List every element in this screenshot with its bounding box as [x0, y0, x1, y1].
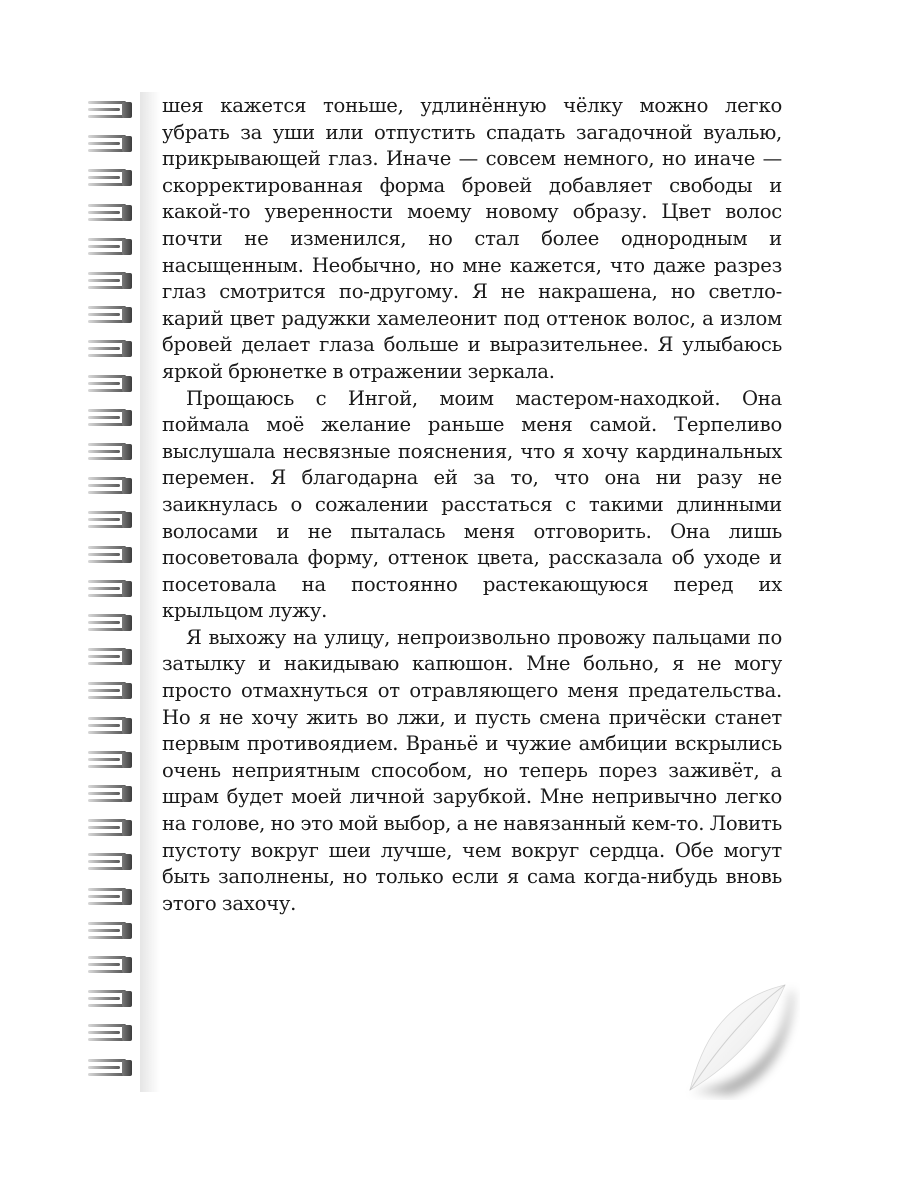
- paragraph-2: Прощаюсь с Ингой, моим мастером-находкой. Она поймала моё желание раньше меня самой. Терпеливо выслушала несвязные пояснения, что я хочу кардинальных перемен. Я благодарна ей за то, что она ни разу не заикнулась о сожалении расстаться с такими длинными волосами и не пыталась меня отговорить. Она лишь посоветовала форму, оттенок цвета, рассказала об уходе и посетовала на постоянно растекающуюся перед их крыльцом лужу.: [162, 386, 782, 623]
- spiral-coil: [84, 168, 144, 188]
- spiral-coil: [84, 681, 144, 701]
- curl-flap: [690, 985, 785, 1090]
- spiral-coil: [84, 442, 144, 462]
- spiral-coil: [84, 716, 144, 736]
- paragraph-3: Я выхожу на улицу, непроизвольно провожу пальцами по затылку и накидываю капюшон. Мне больно, я не могу просто отмахнуться от отравляющего меня предательства. Но я не хочу жить во лжи, и пусть смена причёски станет первым противоядием. Враньё и чужие амбиции вскрылись очень неприятным способом, но теперь порез заживёт, а шрам будет моей личной зарубкой. Мне непривычно легко на голове, но это мой выбор, а не навязанный кем-то. Ловить пустоту вокруг шеи лучше, чем вокруг сердца. Обе могут быть заполнены, но только если я сама когда-нибудь вновь этого захочу.: [162, 625, 782, 915]
- spiral-coil: [84, 510, 144, 530]
- spiral-coil: [84, 955, 144, 975]
- spiral-coil: [84, 750, 144, 770]
- spiral-coil: [84, 887, 144, 907]
- spiral-coil: [84, 545, 144, 565]
- spiral-coil: [84, 784, 144, 804]
- spiral-coil: [84, 271, 144, 291]
- spiral-coil: [84, 647, 144, 667]
- body-text: [162, 93, 782, 917]
- spiral-coil: [84, 134, 144, 154]
- spiral-coil: [84, 579, 144, 599]
- spiral-coil: [84, 408, 144, 428]
- spiral-coil: [84, 203, 144, 223]
- spiral-coil: [84, 921, 144, 941]
- spiral-coil: [84, 989, 144, 1009]
- spiral-coil: [84, 613, 144, 633]
- spiral-coil: [84, 1058, 144, 1078]
- spiral-coil: [84, 1023, 144, 1043]
- spiral-coil: [84, 339, 144, 359]
- spiral-coil: [84, 818, 144, 838]
- page-curl-icon: [620, 930, 800, 1100]
- spiral-coil: [84, 100, 144, 120]
- spiral-binding-icon: [84, 100, 144, 1090]
- spiral-coil: [84, 237, 144, 257]
- spiral-coil: [84, 374, 144, 394]
- spiral-coil: [84, 305, 144, 325]
- spiral-coil: [84, 852, 144, 872]
- paragraph-1: шея кажется тоньше, удлинённую чёлку можно легко убрать за уши или отпустить спадать загадочной вуалью, прикрывающей глаз. Иначе — совсем немного, но иначе — скорректированная форма бровей добавляет свободы и какой-то уверенности моему новому образу. Цвет волос почти не изменился, но стал более однородным и насыщенным. Необычно, но мне кажется, что даже разрез глаз смотрится по-другому. Я не накрашена, но светло-карий цвет радужки хамелеонит под оттенок волос, а излом бровей делает глаза больше и выразительнее. Я улыбаюсь яркой брюнетке в отражении зеркала.: [162, 94, 782, 383]
- spiral-coil: [84, 476, 144, 496]
